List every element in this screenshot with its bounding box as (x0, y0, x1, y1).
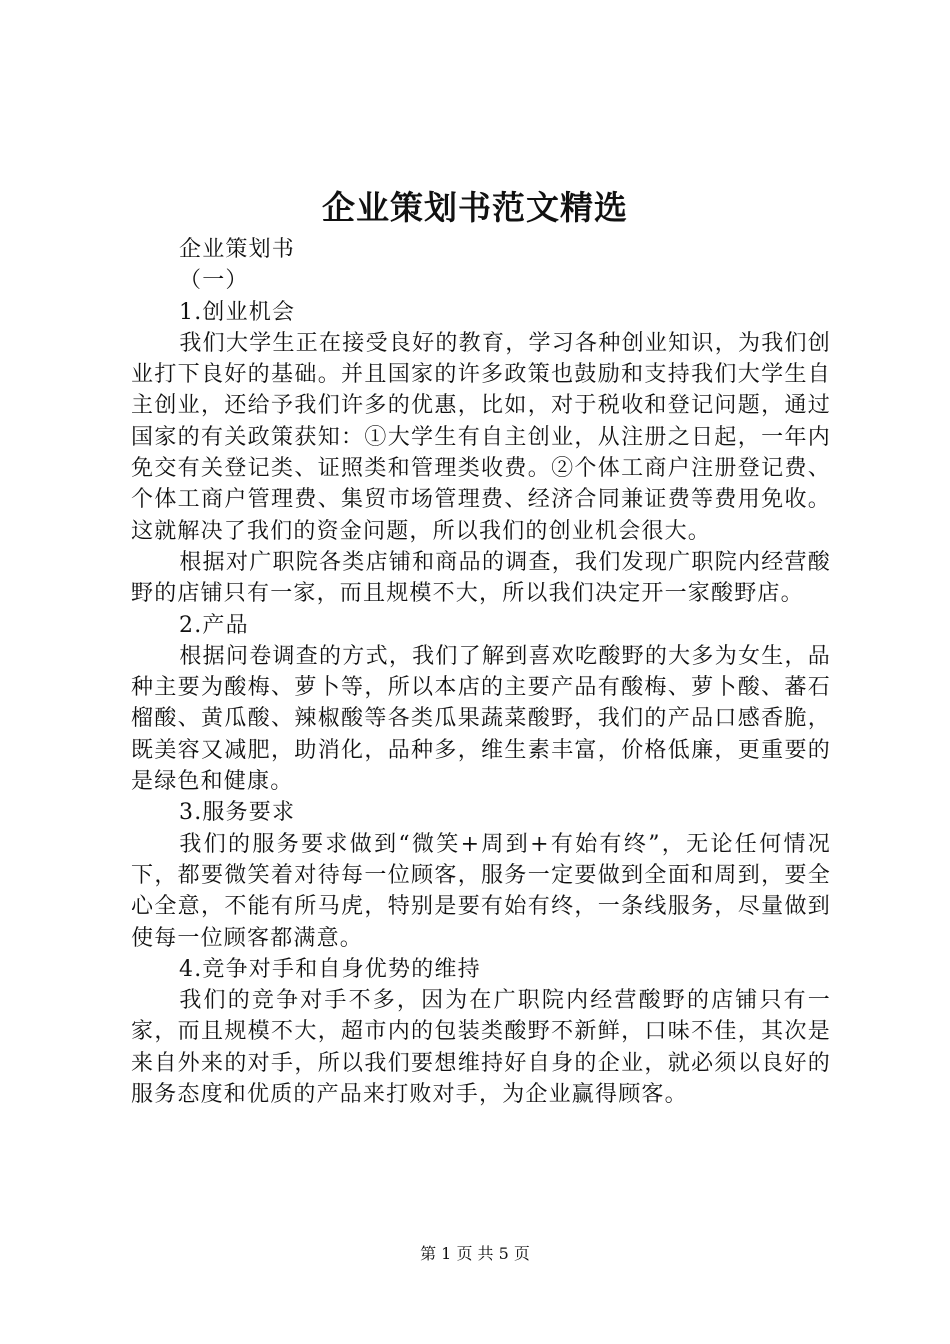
section-heading-4: 4.竞争对手和自身优势的维持 (179, 956, 481, 982)
section-1-paragraph-1: 我们大学生正在接受良好的教育，学习各种创业知识，为我们创业打下良好的基础。并且国家的许多政策也鼓励和支持我们大学生自主创业，还给予我们许多的优惠，比如，对于税收和登记问题，通过国家的有关政策获知：①大学生有自主创业，从注册之日起，一年内免交有关登记类、证照类和管理类收费。②个体工商户注册登记费、个体工商户管理费、集贸市场管理费、经济合同兼证费等费用免收。这就解决了我们的资金问题，所以我们的创业机会很大。 (131, 330, 831, 544)
section-1-paragraph-2: 根据对广职院各类店铺和商品的调查，我们发现广职院内经营酸野的店铺只有一家，而且规模不大，所以我们决定开一家酸野店。 (131, 549, 831, 607)
section-3-paragraph-1: 我们的服务要求做到“微笑+周到+有始有终”，无论任何情况下，都要微笑着对待每一位顾客，服务一定要做到全面和周到，要全心全意，不能有所马虎，特别是要有始有终，一条线服务，尽量做到使每一位顾客都满意。 (131, 831, 831, 951)
document-body (131, 234, 831, 1110)
document-title: 企业策划书范文精选 (322, 188, 628, 227)
section-heading-1: 1.创业机会 (179, 299, 296, 325)
page-footer: 第 1 页 共 5 页 (420, 1244, 530, 1263)
section-heading-3: 3.服务要求 (179, 800, 296, 826)
section-heading-2: 2.产品 (179, 612, 249, 638)
part-number: （一） (179, 268, 249, 294)
section-4-paragraph-1: 我们的竞争对手不多，因为在广职院内经营酸野的店铺只有一家，而且规模不大，超市内的包装类酸野不新鲜，口味不佳，其次是来自外来的对手，所以我们要想维持好自身的企业，就必须以良好的服务态度和优质的产品来打败对手，为企业赢得顾客。 (131, 988, 831, 1108)
section-2-paragraph-1: 根据问卷调查的方式，我们了解到喜欢吃酸野的大多为女生，品种主要为酸梅、萝卜等，所以本店的主要产品有酸梅、萝卜酸、蕃石榴酸、黄瓜酸、辣椒酸等各类瓜果蔬菜酸野，我们的产品口感香脆，既美容又减肥，助消化，品种多，维生素丰富，价格低廉，更重要的是绿色和健康。 (131, 643, 831, 795)
document-subtitle: 企业策划书 (179, 237, 296, 262)
